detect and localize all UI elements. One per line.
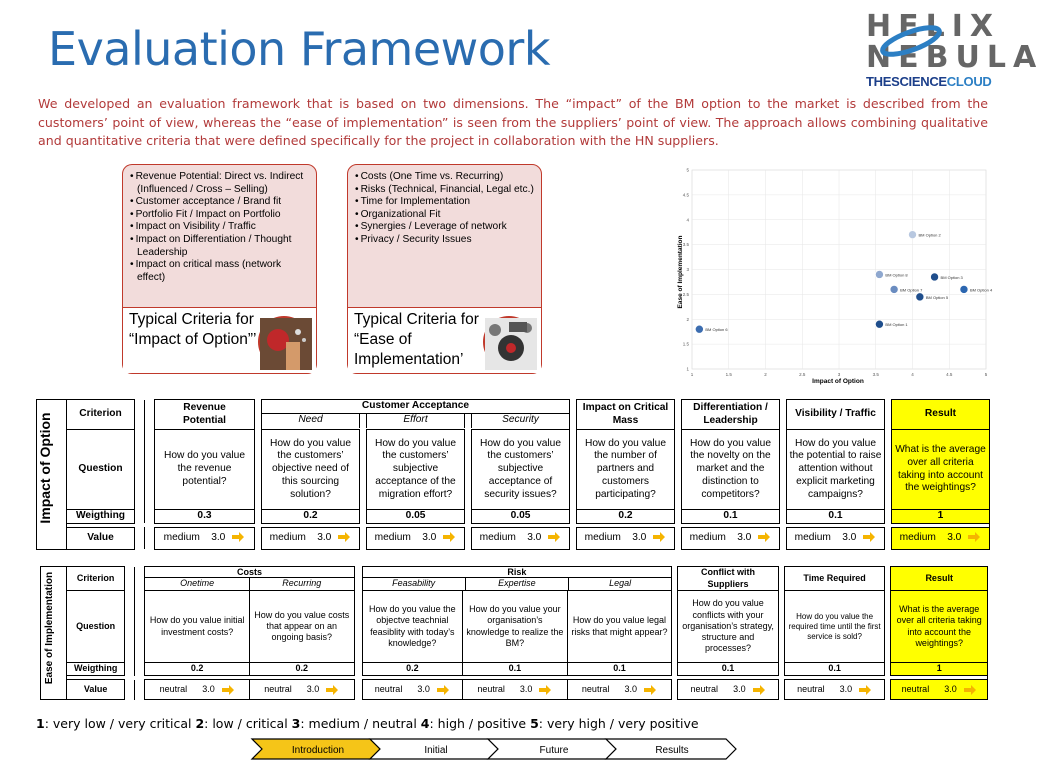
page-title: Evaluation Framework (48, 22, 550, 76)
arrow-right-icon (963, 685, 977, 695)
customer-acceptance-header: Customer Acceptance Need Effort Security (262, 400, 570, 430)
conflict-weight: 0.1 (678, 663, 779, 676)
arrow-right-icon (547, 532, 561, 542)
svg-text:Initial: Initial (424, 745, 448, 756)
arrow-right-icon (862, 532, 876, 542)
time-required-header: Time Required (784, 567, 885, 591)
need-value-select[interactable]: medium 3.0 (262, 527, 360, 549)
criterion-label: Criterion (67, 400, 135, 430)
revenue-header: Revenue Potential (155, 400, 255, 430)
differentiation-header: Differentiation / Leadership (682, 400, 780, 430)
differentiation-question: How do you value the novelty on the market and the distinction to competitors? (682, 430, 780, 510)
data-point-label: BM Option 4 (969, 287, 993, 293)
value-label: Value (67, 527, 135, 549)
impact-side-frame (36, 399, 66, 550)
ease-criteria-list (348, 165, 541, 247)
data-point-label: BM Option 3 (940, 274, 963, 280)
legal-weight: 0.1 (567, 663, 672, 676)
arrow-right-icon (337, 532, 351, 542)
effort-subheader: Effort (367, 414, 465, 428)
ease-side-label: Ease of Implementation (44, 571, 55, 685)
y-tick-label: 3.5 (682, 242, 689, 248)
y-tick-label: 4.5 (682, 192, 689, 198)
onetime-subheader: Onetime (145, 578, 250, 590)
onetime-value-select[interactable]: neutral 3.0 (145, 680, 250, 700)
x-tick-label: 1 (690, 372, 694, 377)
onetime-weight: 0.2 (145, 663, 250, 676)
data-point (875, 270, 883, 278)
arrow-right-icon (752, 685, 766, 695)
conflict-question: How do you value conflicts with your organisation’s strategy, structure and processes? (678, 591, 779, 663)
data-point-label: BM Option 6 (705, 327, 728, 333)
visibility-header: Visibility / Traffic (787, 400, 885, 430)
x-tick-label: 3.5 (872, 372, 879, 377)
list-item: • Costs (One Time vs. Recurring) (354, 171, 535, 184)
need-weight: 0.2 (262, 510, 360, 524)
expertise-weight: 0.1 (463, 663, 568, 676)
data-point-label: BM Option 1 (885, 322, 908, 328)
y-axis-label: Ease of Implementation (677, 235, 684, 309)
arrow-right-icon (436, 685, 450, 695)
data-point (916, 293, 924, 301)
bm-options-scatter-chart (676, 164, 996, 386)
visibility-weight: 0.1 (787, 510, 885, 524)
x-tick-label: 4 (911, 372, 914, 377)
list-item: • Time for Implementation (354, 196, 535, 209)
arrow-right-icon (757, 532, 771, 542)
x-tick-label: 2 (764, 372, 767, 377)
arrow-right-icon (538, 685, 552, 695)
need-question: How do you value the customers’ objective need of this sourcing solution? (262, 430, 360, 510)
ease-evaluation-table (66, 566, 988, 700)
result-value: medium 3.0 (892, 527, 990, 549)
impact-side-label: Impact of Option (37, 412, 53, 524)
effort-question: How do you value the customers’ subjective acceptance of the migration effort? (367, 430, 465, 510)
security-subheader: Security (502, 414, 539, 425)
data-point-label: BM Option 5 (925, 294, 949, 300)
result-weight: 1 (891, 663, 988, 676)
impact-criteria-card (122, 164, 317, 374)
effort-weight: 0.05 (367, 510, 465, 524)
data-point (931, 273, 939, 281)
list-item: • Organizational Fit (354, 209, 535, 222)
svg-text:Future: Future (539, 745, 569, 756)
legal-question: How do you value legal risks that might appear? (567, 591, 672, 663)
impact-evaluation-table (66, 399, 990, 550)
visibility-question: How do you value the potential to raise attention without explicit marketing campaigns? (787, 430, 885, 510)
recurring-weight: 0.2 (249, 663, 354, 676)
list-item: • Privacy / Security Issues (354, 234, 535, 247)
impact-card-label: Typical Criteria for “Impact of Option”’ (129, 311, 257, 348)
list-item: • Impact on Visibility / Traffic (129, 221, 310, 234)
data-point-label: BM Option 8 (885, 272, 908, 278)
data-point (875, 320, 883, 328)
feasability-subheader: Feasability (363, 578, 466, 590)
security-value-select[interactable]: medium 3.0 (472, 527, 570, 549)
y-tick-label: 4 (686, 217, 689, 223)
time-required-weight: 0.1 (784, 663, 885, 676)
expertise-question: How do you value your organisation’s knowledge to realize the BM? (463, 591, 568, 663)
y-tick-label: 1.5 (682, 341, 689, 347)
svg-text:Introduction: Introduction (291, 745, 345, 756)
legal-subheader: Legal (609, 578, 632, 588)
logo-line-2: NEBULA (866, 40, 1043, 75)
risk-header: Risk Feasability Expertise Legal (362, 567, 672, 591)
differentiation-weight: 0.1 (682, 510, 780, 524)
feasability-value-select[interactable]: neutral 3.0 (362, 680, 463, 700)
criterion-label: Criterion (67, 567, 125, 591)
data-point (960, 285, 968, 293)
logo-line-1: HELIX (866, 9, 1001, 44)
process-navigation (252, 738, 740, 760)
x-tick-label: 5 (984, 372, 988, 377)
y-tick-label: 3 (686, 267, 689, 272)
recurring-value-select[interactable]: neutral 3.0 (249, 680, 354, 700)
weighting-label: Weigthing (67, 663, 125, 676)
data-point (695, 325, 703, 333)
nav-item-initial[interactable] (370, 739, 498, 759)
list-item: • Portfolio Fit / Impact on Portfolio (129, 209, 310, 222)
gears-image (483, 316, 535, 368)
ease-side-frame (40, 566, 66, 700)
costs-header: Costs Onetime Recurring (145, 567, 354, 591)
logo-swoosh-icon (876, 26, 946, 56)
time-required-question: How do you value the required time until the first service is sold? (784, 591, 885, 663)
list-item: • Revenue Potential: Direct vs. Indirect (Influenced / Cross – Selling) (129, 171, 310, 196)
result-question: What is the average over all criteria taking into account the weightings? (891, 591, 988, 663)
scale-legend: 1: very low / very critical 2: low / critical 3: medium / neutral 4: high / positive 5: very high / very positive (36, 716, 699, 731)
boxing-glove-image (258, 316, 310, 368)
differentiation-value-select[interactable]: medium 3.0 (682, 527, 780, 549)
data-point-label: BM Option 2 (918, 232, 941, 238)
list-item: • Impact on critical mass (network effect) (129, 259, 310, 284)
x-tick-label: 1.5 (725, 372, 732, 377)
y-tick-label: 1 (686, 366, 689, 372)
x-tick-label: 2.5 (799, 372, 806, 377)
y-tick-label: 2.5 (682, 291, 689, 297)
conflict-header: Conflict with Suppliers (678, 567, 779, 591)
list-item: • Customer acceptance / Brand fit (129, 196, 310, 209)
conflict-value-select[interactable]: neutral 3.0 (678, 680, 779, 700)
helix-nebula-logo (866, 9, 1043, 92)
ease-card-label: Typical Criteria for “Ease of Implementation’ (354, 311, 479, 368)
nav-item-introduction[interactable] (252, 739, 380, 759)
arrow-right-icon (643, 685, 657, 695)
list-item: • Impact on Differentiation / Thought Leadership (129, 234, 310, 259)
revenue-weight: 0.3 (155, 510, 255, 524)
question-label: Question (67, 591, 125, 663)
x-tick-label: 4.5 (946, 372, 953, 377)
data-point (909, 231, 917, 239)
ease-criteria-card (347, 164, 542, 374)
feasability-question: How do you value the objectve teachnial feasiblity with today’s knowledge? (362, 591, 463, 663)
critical-mass-header: Impact on Critical Mass (577, 400, 675, 430)
logo-subtitle: THESCIENCECLOUD (866, 74, 992, 89)
y-tick-label: 2 (686, 316, 689, 322)
security-question: How do you value the customers’ subjective acceptance of security issues? (472, 430, 570, 510)
nav-item-future[interactable] (488, 739, 616, 759)
expertise-subheader: Expertise (466, 578, 569, 590)
legal-value-select[interactable]: neutral 3.0 (567, 680, 672, 700)
critical-mass-weight: 0.2 (577, 510, 675, 524)
critical-mass-value-select[interactable]: medium 3.0 (577, 527, 675, 549)
result-question: What is the average over all criteria taking into account the weightings? (892, 430, 990, 510)
security-weight: 0.05 (472, 510, 570, 524)
arrow-right-icon (652, 532, 666, 542)
arrow-right-icon (221, 685, 235, 695)
recurring-subheader: Recurring (282, 578, 322, 588)
expertise-value-select[interactable]: neutral 3.0 (463, 680, 568, 700)
result-header: Result (891, 567, 988, 591)
x-axis-label: Impact of Option (812, 378, 864, 385)
arrow-right-icon (231, 532, 245, 542)
critical-mass-question: How do you value the number of partners and customers participating? (577, 430, 675, 510)
arrow-right-icon (858, 685, 872, 695)
list-item: • Risks (Technical, Financial, Legal etc.) (354, 184, 535, 197)
feasability-weight: 0.2 (362, 663, 463, 676)
arrow-right-icon (442, 532, 456, 542)
data-point-label: BM Option 7 (900, 287, 923, 293)
arrow-right-icon (325, 685, 339, 695)
value-label: Value (67, 680, 125, 700)
list-item: • Synergies / Leverage of network (354, 221, 535, 234)
effort-value-select[interactable]: medium 3.0 (367, 527, 465, 549)
revenue-value-select[interactable]: medium 3.0 (155, 527, 255, 549)
intro-paragraph: We developed an evaluation framework that is based on two dimensions. The “impact” of the BM option to the market is described from the customers’ point of view, whereas the “ease of implementation” is seen from the suppliers’ point of view. The approach allows combining qualitative and quantitative criteria that were defined specifically for the project in collaboration with the HN suppliers. (38, 96, 988, 148)
data-point (890, 285, 898, 293)
nav-item-results[interactable] (606, 739, 736, 759)
arrow-right-icon (967, 532, 981, 542)
onetime-question: How do you value initial investment costs? (145, 591, 250, 663)
result-header: Result (892, 400, 990, 430)
x-tick-label: 3 (837, 372, 841, 377)
question-label: Question (67, 430, 135, 510)
recurring-question: How do you value costs that appear on an ongoing basis? (249, 591, 354, 663)
time-required-value-select[interactable]: neutral 3.0 (784, 680, 885, 700)
revenue-question: How do you value the revenue potential? (155, 430, 255, 510)
svg-text:Results: Results (655, 745, 689, 756)
result-value: neutral 3.0 (891, 680, 988, 700)
weighting-label: Weigthing (67, 510, 135, 524)
impact-criteria-list (123, 165, 316, 284)
visibility-value-select[interactable]: medium 3.0 (787, 527, 885, 549)
result-weight: 1 (892, 510, 990, 524)
need-subheader: Need (262, 414, 360, 428)
y-tick-label: 5 (686, 167, 689, 173)
